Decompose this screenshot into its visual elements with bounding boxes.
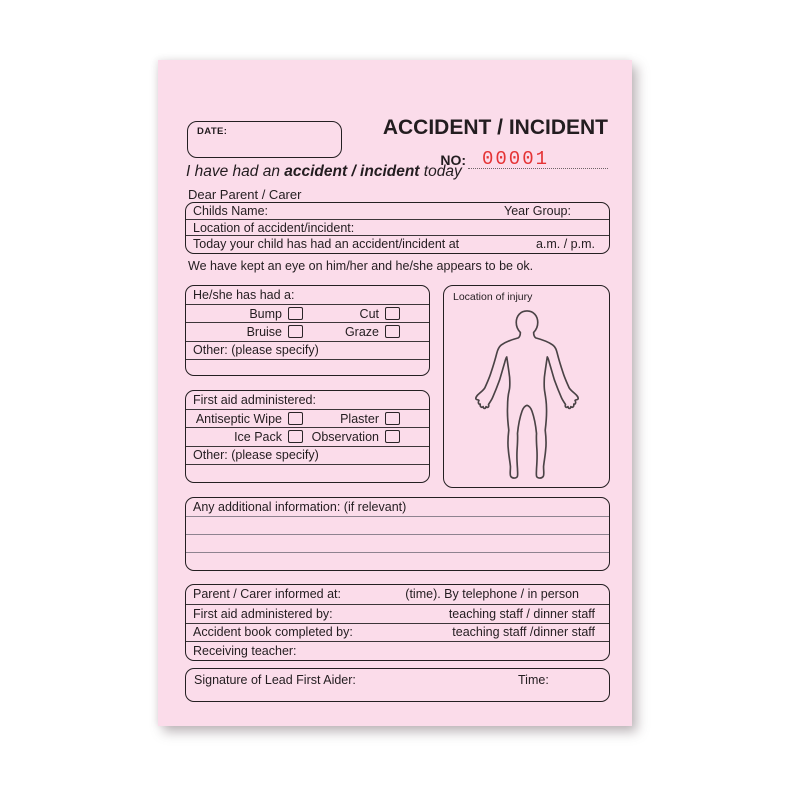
observation-checkbox[interactable] bbox=[385, 430, 400, 443]
injury-location-title: Location of injury bbox=[453, 291, 533, 303]
book-completed-label: Accident book completed by: bbox=[193, 625, 353, 640]
salutation: Dear Parent / Carer bbox=[188, 187, 302, 202]
first-aid-by-row[interactable] bbox=[186, 604, 609, 623]
accident-time-row[interactable] bbox=[186, 235, 609, 251]
first-aid-other-label: Other: (please specify) bbox=[186, 446, 429, 464]
date-label: DATE: bbox=[197, 126, 228, 137]
ampm-label: a.m. / p.m. bbox=[535, 236, 595, 251]
injury-type-row-2 bbox=[186, 322, 429, 340]
cut-checkbox[interactable] bbox=[385, 307, 400, 320]
intro-suffix: today bbox=[419, 163, 462, 180]
cut-label: Cut bbox=[359, 306, 379, 321]
date-field[interactable] bbox=[187, 121, 342, 158]
parent-informed-row[interactable] bbox=[186, 585, 609, 604]
graze-checkbox[interactable] bbox=[385, 325, 400, 338]
antiseptic-wipe-label: Antiseptic Wipe bbox=[195, 411, 282, 426]
first-aid-row-2 bbox=[186, 427, 429, 445]
intro-emphasis: accident / incident bbox=[284, 163, 420, 180]
receiving-teacher-row[interactable] bbox=[186, 641, 609, 660]
bump-label: Bump bbox=[249, 306, 282, 321]
reassurance-text: We have kept an eye on him/her and he/she appears to be ok. bbox=[188, 259, 534, 273]
first-aid-other-field[interactable] bbox=[186, 464, 429, 482]
childs-name-row[interactable] bbox=[186, 203, 609, 219]
parent-informed-label: Parent / Carer informed at: bbox=[193, 587, 341, 602]
first-aid-by-staff: teaching staff / dinner staff bbox=[448, 606, 595, 621]
injury-type-row-1 bbox=[186, 304, 429, 322]
body-outline-diagram bbox=[466, 306, 588, 484]
accident-location-row[interactable] bbox=[186, 219, 609, 235]
year-group-label: Year Group: bbox=[504, 204, 571, 219]
signature-label: Signature of Lead First Aider: bbox=[194, 673, 356, 687]
intro-sentence bbox=[186, 163, 462, 181]
childs-name-label: Childs Name: bbox=[193, 204, 269, 219]
book-completed-staff: teaching staff /dinner staff bbox=[452, 625, 595, 640]
injury-other-field[interactable] bbox=[186, 359, 429, 376]
plaster-checkbox[interactable] bbox=[385, 412, 400, 425]
ice-pack-checkbox[interactable] bbox=[288, 430, 303, 443]
signature-box[interactable] bbox=[185, 668, 610, 702]
book-completed-row[interactable] bbox=[186, 623, 609, 642]
additional-info-line-3[interactable] bbox=[186, 552, 609, 570]
additional-info-title: Any additional information: (if relevant) bbox=[193, 500, 407, 514]
observation-label: Observation bbox=[311, 429, 379, 444]
injury-other-label: Other: (please specify) bbox=[186, 341, 429, 359]
injury-location-box[interactable] bbox=[443, 285, 610, 488]
staff-details-table bbox=[185, 584, 610, 661]
antiseptic-wipe-checkbox[interactable] bbox=[288, 412, 303, 425]
form-number-row bbox=[440, 146, 608, 169]
form-title: ACCIDENT / INCIDENT bbox=[382, 116, 608, 139]
first-aid-title: First aid administered: bbox=[193, 393, 316, 408]
bump-checkbox[interactable] bbox=[288, 307, 303, 320]
receiving-teacher-label: Receiving teacher: bbox=[193, 644, 297, 659]
child-details-table bbox=[185, 202, 610, 254]
first-aid-box bbox=[185, 390, 430, 483]
accident-location-label: Location of accident/incident: bbox=[193, 220, 355, 235]
ice-pack-label: Ice Pack bbox=[234, 429, 282, 444]
signature-time-label: Time: bbox=[518, 673, 549, 687]
signature-row bbox=[186, 669, 609, 687]
injury-type-box bbox=[185, 285, 430, 376]
intro-prefix: I have had an bbox=[186, 163, 285, 180]
parent-informed-method: (time). By telephone / in person bbox=[405, 587, 579, 602]
pink-form-sheet bbox=[158, 60, 632, 726]
number-dotted-line bbox=[468, 146, 608, 169]
bruise-checkbox[interactable] bbox=[288, 325, 303, 338]
additional-info-line-2[interactable] bbox=[186, 534, 609, 552]
number-label: NO: bbox=[440, 152, 466, 168]
additional-info-line-1[interactable] bbox=[186, 516, 609, 534]
plaster-label: Plaster bbox=[340, 411, 379, 426]
bruise-label: Bruise bbox=[246, 324, 282, 339]
first-aid-row-1 bbox=[186, 409, 429, 427]
injury-type-title: He/she has had a: bbox=[193, 288, 295, 303]
form-number-value: 00001 bbox=[482, 148, 550, 170]
accident-time-label: Today your child has had an accident/incident at bbox=[193, 236, 460, 251]
additional-info-box bbox=[185, 497, 610, 571]
first-aid-by-label: First aid administered by: bbox=[193, 606, 333, 621]
graze-label: Graze bbox=[344, 324, 379, 339]
